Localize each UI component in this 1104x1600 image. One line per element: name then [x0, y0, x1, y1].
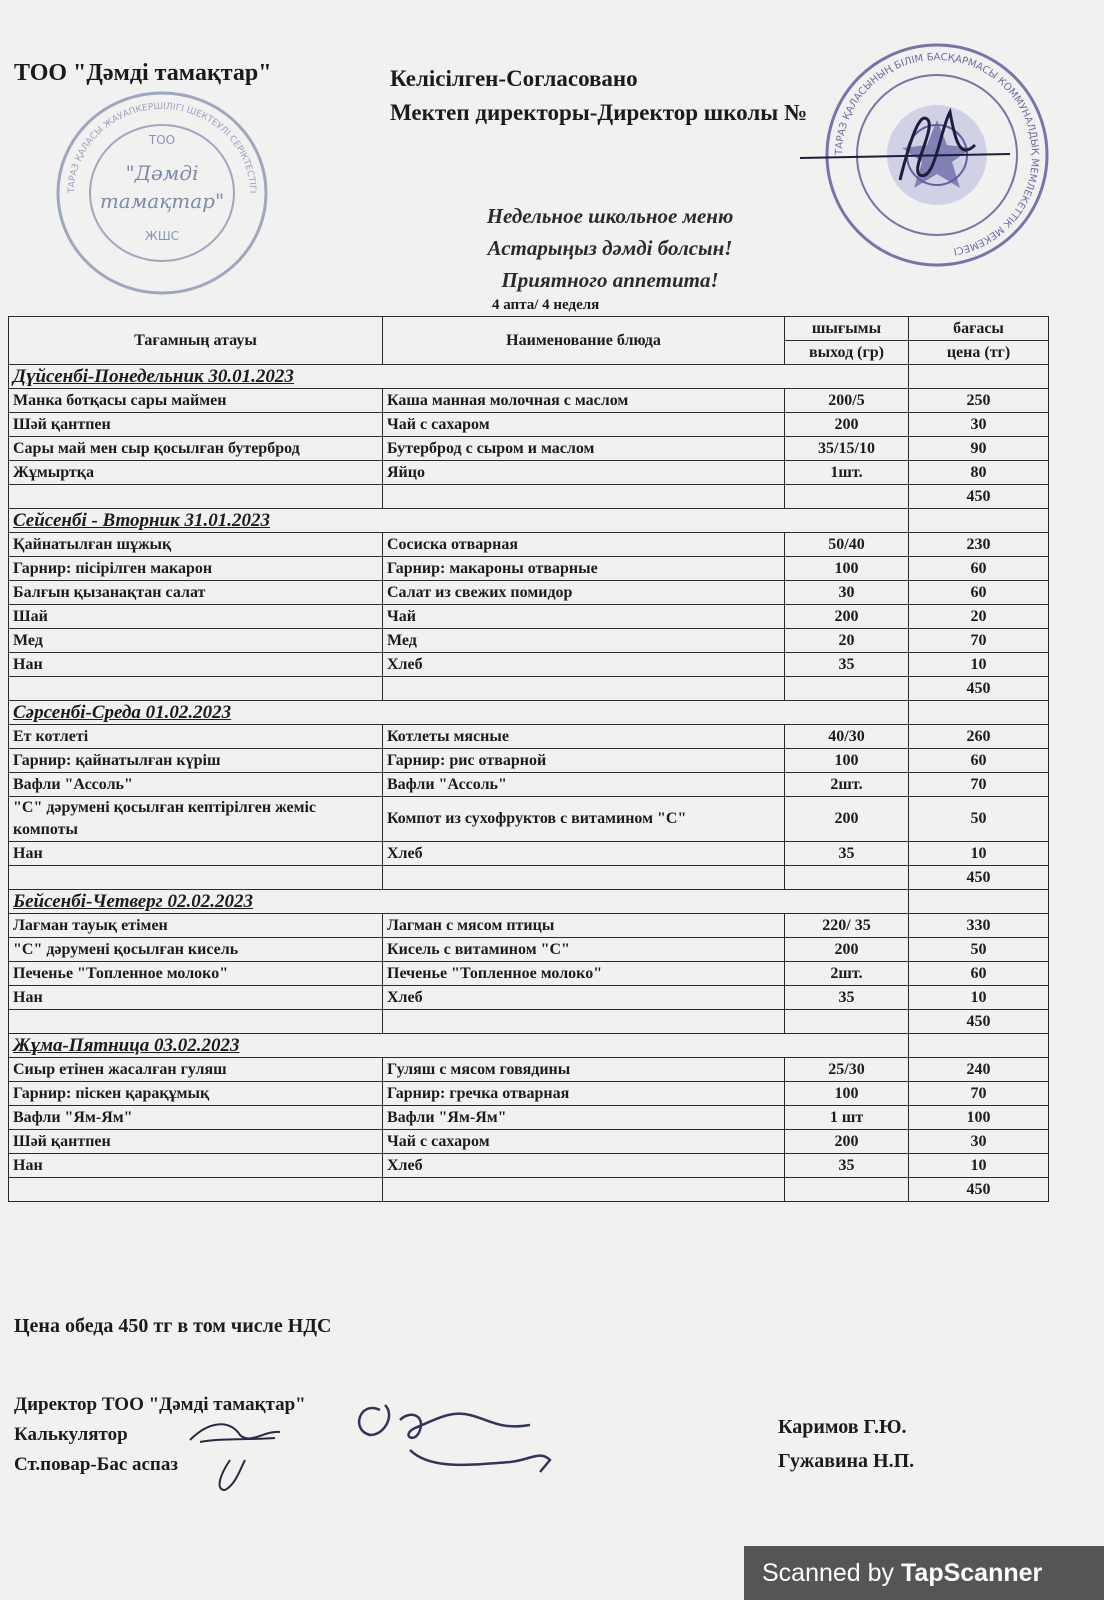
day-header-empty	[909, 365, 1049, 389]
day-header-empty	[909, 509, 1049, 533]
dish-name-ru: Хлеб	[383, 653, 785, 677]
scanner-watermark	[744, 1546, 1104, 1600]
dish-output: 200	[785, 605, 909, 629]
dish-output: 1 шт	[785, 1106, 909, 1130]
table-row	[9, 605, 1049, 629]
dish-price: 60	[909, 749, 1049, 773]
day-total-row	[9, 1178, 1049, 1202]
day-header-empty	[909, 1034, 1049, 1058]
dish-name-kz: Сары май мен сыр қосылған бутерброд	[9, 437, 383, 461]
table-row	[9, 653, 1049, 677]
table-row	[9, 389, 1049, 413]
dish-name-kz: Гарнир: пісірілген макарон	[9, 557, 383, 581]
total-row-empty	[383, 1178, 785, 1202]
total-row-empty	[9, 485, 383, 509]
dish-name-ru: Котлеты мясные	[383, 725, 785, 749]
table-row	[9, 557, 1049, 581]
dish-price: 60	[909, 557, 1049, 581]
day-total-row	[9, 485, 1049, 509]
menu-body	[9, 365, 1049, 1202]
table-row	[9, 1058, 1049, 1082]
dish-output: 200	[785, 797, 909, 842]
dish-price: 30	[909, 1130, 1049, 1154]
col-header-price-kz: бағасы	[909, 317, 1049, 341]
day-total-row	[9, 1010, 1049, 1034]
table-row	[9, 797, 1049, 842]
dish-name-ru: Лагман с мясом птицы	[383, 914, 785, 938]
table-row	[9, 938, 1049, 962]
dish-name-kz: Нан	[9, 1154, 383, 1178]
day-header-empty	[909, 890, 1049, 914]
dish-price: 260	[909, 725, 1049, 749]
total-row-empty	[785, 866, 909, 890]
table-row	[9, 1106, 1049, 1130]
company-name: ТОО "Дәмді тамақтар"	[14, 60, 272, 86]
dish-name-ru: Вафли "Ассоль"	[383, 773, 785, 797]
watermark-brand: TapScanner	[901, 1559, 1043, 1587]
col-header-output-kz: шығымы	[785, 317, 909, 341]
day-total-price: 450	[909, 485, 1049, 509]
day-header-row	[9, 365, 1049, 389]
dish-price: 250	[909, 389, 1049, 413]
dish-price: 90	[909, 437, 1049, 461]
dish-output: 35/15/10	[785, 437, 909, 461]
day-title: Сейсенбі - Вторник 31.01.2023	[9, 509, 909, 533]
dish-name-ru: Сосиска отварная	[383, 533, 785, 557]
day-header-row	[9, 890, 1049, 914]
svg-text:ТАРАЗ ҚАЛАСЫНЫҢ БІЛІМ БАСҚАРМА: ТАРАЗ ҚАЛАСЫНЫҢ БІЛІМ БАСҚАРМАСЫ КОММУНАЛДЫҚ МЕМЛЕКЕТТІК МЕКЕМЕСІ	[833, 51, 1041, 257]
dish-name-kz: Манка ботқасы сары маймен	[9, 389, 383, 413]
dish-name-kz: Лағман тауық етімен	[9, 914, 383, 938]
table-row	[9, 1154, 1049, 1178]
total-row-empty	[383, 1010, 785, 1034]
dish-output: 40/30	[785, 725, 909, 749]
dish-name-kz: "С" дәрумені қосылған кисель	[9, 938, 383, 962]
price-note: Цена обеда 450 тг в том числе НДС	[14, 1315, 332, 1337]
dish-name-kz: Жұмыртқа	[9, 461, 383, 485]
total-row-empty	[9, 677, 383, 701]
day-header-row	[9, 1034, 1049, 1058]
dish-price: 80	[909, 461, 1049, 485]
dish-name-ru: Печенье "Топленное молоко"	[383, 962, 785, 986]
day-header-row	[9, 509, 1049, 533]
dish-output: 35	[785, 1154, 909, 1178]
total-row-empty	[383, 866, 785, 890]
dish-output: 2шт.	[785, 962, 909, 986]
dish-name-kz: Мед	[9, 629, 383, 653]
dish-name-ru: Мед	[383, 629, 785, 653]
dish-name-ru: Компот из сухофруктов с витамином "С"	[383, 797, 785, 842]
table-row	[9, 629, 1049, 653]
day-total-row	[9, 866, 1049, 890]
dish-name-ru: Чай с сахаром	[383, 1130, 785, 1154]
dish-price: 70	[909, 773, 1049, 797]
week-label: 4 апта/ 4 неделя	[492, 297, 600, 313]
table-row	[9, 413, 1049, 437]
dish-output: 25/30	[785, 1058, 909, 1082]
approval-title: Келісілген-Согласовано	[390, 66, 638, 91]
table-row	[9, 749, 1049, 773]
table-row	[9, 1082, 1049, 1106]
dish-output: 20	[785, 629, 909, 653]
day-header-row	[9, 701, 1049, 725]
table-row	[9, 1130, 1049, 1154]
director-label: Директор ТОО "Дәмді тамақтар"	[14, 1394, 306, 1415]
dish-name-kz: Печенье "Топленное молоко"	[9, 962, 383, 986]
table-row	[9, 725, 1049, 749]
dish-price: 240	[909, 1058, 1049, 1082]
day-total-row	[9, 677, 1049, 701]
day-total-price: 450	[909, 677, 1049, 701]
dish-name-ru: Хлеб	[383, 986, 785, 1010]
dish-output: 30	[785, 581, 909, 605]
dish-output: 100	[785, 557, 909, 581]
dish-price: 70	[909, 1082, 1049, 1106]
heading-line-2: Астарыңыз дәмді болсын!	[487, 236, 733, 260]
chef-label: Ст.повар-Бас аспаз	[14, 1454, 179, 1475]
svg-text:тамақтар": тамақтар"	[99, 189, 225, 213]
day-title: Жұма-Пятница 03.02.2023	[9, 1034, 909, 1058]
table-row	[9, 533, 1049, 557]
dish-output: 200	[785, 1130, 909, 1154]
approval-block	[390, 62, 807, 130]
col-header-price-ru: цена (тг)	[909, 341, 1049, 365]
dish-name-ru: Гарнир: макароны отварные	[383, 557, 785, 581]
col-header-kz: Тағамның атауы	[9, 317, 383, 365]
col-header-ru: Наименование блюда	[383, 317, 785, 365]
total-row-empty	[383, 677, 785, 701]
day-title: Сәрсенбі-Среда 01.02.2023	[9, 701, 909, 725]
dish-name-kz: Гарнир: піскен қарақұмық	[9, 1082, 383, 1106]
total-row-empty	[785, 677, 909, 701]
dish-name-ru: Хлеб	[383, 842, 785, 866]
dish-price: 20	[909, 605, 1049, 629]
dish-price: 10	[909, 653, 1049, 677]
dish-name-kz: Вафли "Ассоль"	[9, 773, 383, 797]
svg-text:ТАРАЗ ҚАЛАСЫ ЖАУАПКЕРШІЛІГІ ШЕ: ТАРАЗ ҚАЛАСЫ ЖАУАПКЕРШІЛІГІ ШЕКТЕУЛІ СЕРІКТЕСТІГІ	[66, 101, 258, 194]
day-title: Дүйсенбі-Понедельник 30.01.2023	[9, 365, 909, 389]
director-signature	[790, 100, 1030, 190]
menu-heading	[430, 200, 790, 296]
svg-text:"Дәмді: "Дәмді	[125, 161, 199, 185]
dish-name-ru: Гарнир: гречка отварная	[383, 1082, 785, 1106]
dish-name-ru: Кисель с витамином "С"	[383, 938, 785, 962]
day-header-empty	[909, 701, 1049, 725]
heading-line-3: Приятного аппетита!	[501, 268, 719, 292]
total-row-empty	[785, 1010, 909, 1034]
table-row	[9, 581, 1049, 605]
dish-price: 70	[909, 629, 1049, 653]
day-total-price: 450	[909, 1178, 1049, 1202]
signatory-names	[778, 1410, 914, 1478]
calculator-label: Калькулятор	[14, 1424, 128, 1445]
col-header-output-ru: выход (гр)	[785, 341, 909, 365]
day-total-price: 450	[909, 1010, 1049, 1034]
dish-output: 35	[785, 986, 909, 1010]
company-stamp	[52, 88, 272, 298]
day-total-price: 450	[909, 866, 1049, 890]
dish-name-ru: Чай	[383, 605, 785, 629]
dish-name-kz: Гарнир: қайнатылған күріш	[9, 749, 383, 773]
dish-price: 230	[909, 533, 1049, 557]
total-row-empty	[9, 866, 383, 890]
table-row	[9, 773, 1049, 797]
dish-name-ru: Бутерброд с сыром и маслом	[383, 437, 785, 461]
signatory-name-1: Каримов Г.Ю.	[778, 1416, 907, 1438]
total-row-empty	[9, 1010, 383, 1034]
svg-text:ТОО: ТОО	[148, 133, 176, 147]
table-row	[9, 986, 1049, 1010]
table-row	[9, 437, 1049, 461]
dish-price: 10	[909, 1154, 1049, 1178]
dish-output: 200	[785, 413, 909, 437]
watermark-prefix: Scanned by	[762, 1559, 895, 1587]
dish-output: 200/5	[785, 389, 909, 413]
dish-name-kz: "С" дәрумені қосылған кептірілген жеміс компоты	[9, 797, 383, 842]
dish-name-kz: Ет котлеті	[9, 725, 383, 749]
dish-name-ru: Чай с сахаром	[383, 413, 785, 437]
svg-text:ЖШС: ЖШС	[144, 229, 180, 243]
total-row-empty	[383, 485, 785, 509]
dish-output: 2шт.	[785, 773, 909, 797]
dish-price: 330	[909, 914, 1049, 938]
dish-price: 10	[909, 842, 1049, 866]
total-row-empty	[785, 1178, 909, 1202]
dish-price: 10	[909, 986, 1049, 1010]
handwritten-signatures	[170, 1390, 590, 1500]
dish-name-kz: Вафли "Ям-Ям"	[9, 1106, 383, 1130]
table-row	[9, 962, 1049, 986]
dish-name-kz: Сиыр етінен жасалған гуляш	[9, 1058, 383, 1082]
dish-name-kz: Нан	[9, 653, 383, 677]
dish-price: 60	[909, 962, 1049, 986]
dish-output: 1шт.	[785, 461, 909, 485]
dish-name-kz: Қайнатылған шұжық	[9, 533, 383, 557]
dish-output: 200	[785, 938, 909, 962]
dish-name-kz: Шәй қантпен	[9, 1130, 383, 1154]
dish-output: 35	[785, 842, 909, 866]
dish-name-ru: Хлеб	[383, 1154, 785, 1178]
dish-name-kz: Шай	[9, 605, 383, 629]
signatory-name-2: Гужавина Н.П.	[778, 1450, 915, 1472]
total-row-empty	[785, 485, 909, 509]
dish-output: 100	[785, 1082, 909, 1106]
dish-name-ru: Гарнир: рис отварной	[383, 749, 785, 773]
dish-name-ru: Вафли "Ям-Ям"	[383, 1106, 785, 1130]
dish-output: 220/ 35	[785, 914, 909, 938]
dish-price: 50	[909, 797, 1049, 842]
dish-name-ru: Салат из свежих помидор	[383, 581, 785, 605]
heading-line-1: Недельное школьное меню	[486, 204, 734, 228]
dish-name-kz: Балғын қызанақтан салат	[9, 581, 383, 605]
dish-output: 100	[785, 749, 909, 773]
dish-name-ru: Гуляш с мясом говядины	[383, 1058, 785, 1082]
dish-output: 35	[785, 653, 909, 677]
dish-price: 30	[909, 413, 1049, 437]
dish-price: 50	[909, 938, 1049, 962]
approval-director: Мектеп директоры-Директор школы №	[390, 100, 808, 125]
dish-name-kz: Нан	[9, 842, 383, 866]
dish-output: 50/40	[785, 533, 909, 557]
dish-name-kz: Нан	[9, 986, 383, 1010]
dish-name-ru: Яйцо	[383, 461, 785, 485]
dish-price: 100	[909, 1106, 1049, 1130]
table-row	[9, 461, 1049, 485]
table-row	[9, 914, 1049, 938]
menu-table	[8, 316, 1049, 1202]
total-row-empty	[9, 1178, 383, 1202]
dish-price: 60	[909, 581, 1049, 605]
day-title: Бейсенбі-Четверг 02.02.2023	[9, 890, 909, 914]
dish-name-kz: Шәй қантпен	[9, 413, 383, 437]
table-row	[9, 842, 1049, 866]
dish-name-ru: Каша манная молочная с маслом	[383, 389, 785, 413]
